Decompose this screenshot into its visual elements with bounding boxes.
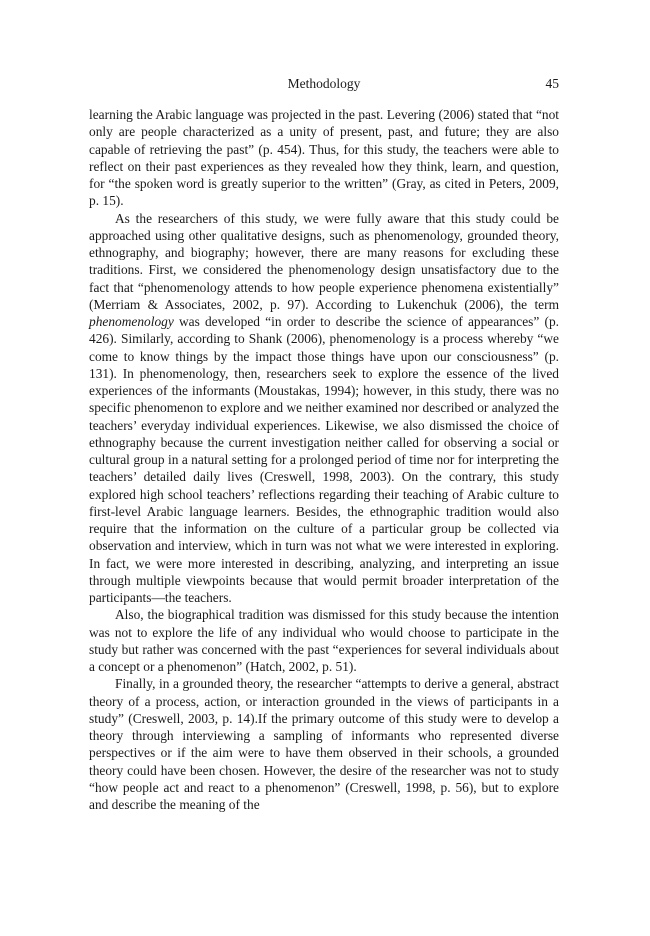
running-title: Methodology <box>287 76 361 91</box>
running-header <box>89 76 559 98</box>
book-page <box>89 76 559 813</box>
paragraph-text: Also, the biographical tradition was dismissed for this study because the intention was not to explore the life of any individual who would choose to participate in the study but rather was concerned with the past “experiences for several individuals about a concept or a phenomenon” (Hatch, 2002, p. 51). <box>89 607 559 674</box>
paragraph-text: was developed “in order to describe the science of appearances” (p. 426). Similarly, according to Shank (2006), phenomenology is a process whereby “we come to know things by the impact those things have upon our consciousness” (p. 131). In phenomenology, then, researchers seek to explore the essence of the lived experiences of the informants (Moustakas, 1994); however, in this study, there was no specific phenomenon to explore and we neither examined nor described or analyzed the teachers’ everyday individual experiences. Likewise, we also dismissed the choice of ethnography because the current investigation neither called for observing a social or cultural group in a natural setting for a prolonged period of time nor for interpreting the teachers’ detailed daily lives (Creswell, 1998, 2003). On the contrary, this study explored high school teachers’ reflections regarding their teaching of Arabic culture to first-level Arabic language learners. Besides, the ethnographic tradition would also require that the information on the culture of a particular group be collected via observation and interview, which in turn was not what we were interested in exploring. In fact, we were more interested in describing, analyzing, and interpreting an issue through multiple viewpoints because that would permit broader interpretation of the participants—the teachers. <box>89 314 559 605</box>
body-text <box>89 106 559 813</box>
paragraph <box>89 210 559 607</box>
paragraph-text: As the researchers of this study, we were fully aware that this study could be approached using other qualitative designs, such as phenomenology, grounded theory, ethnography, and biography; however, there are many reasons for excluding these traditions. First, we considered the phenomenology design unsatisfactory due to the fact that “phenomenology attends to how people experience phenomena existentially” (Merriam & Associates, 2002, p. 97). According to Lukenchuk (2006), the term <box>89 210 559 312</box>
paragraph <box>89 606 559 675</box>
page-number: 45 <box>545 76 559 91</box>
paragraph-text: learning the Arabic language was projected in the past. Levering (2006) stated that “not only are people characterized as a unity of present, past, and future; they are also capable of retrieving the past” (p. 454). Thus, for this study, the teachers were able to reflect on their past experiences as they revealed how they think, learn, and question, for “the spoken word is greatly superior to the written” (Gray, as cited in Peters, 2009, p. 15). <box>89 107 559 209</box>
paragraph <box>89 106 559 210</box>
paragraph <box>89 675 559 813</box>
italic-term: phenomenology <box>89 314 174 329</box>
paragraph-text: Finally, in a grounded theory, the researcher “attempts to derive a general, abstract theory of a process, action, or interaction grounded in the views of participants in a study” (Creswell, 2003, p. 14).If the primary outcome of this study were to develop a theory through interviewing a sampling of informants who represented diverse perspectives or if the aim were to have them observed in their schools, a grounded theory could have been chosen. However, the desire of the researcher was not to study “how people act and react to a phenomenon” (Creswell, 1998, p. 56), but to explore and describe the meaning of the <box>89 676 559 812</box>
